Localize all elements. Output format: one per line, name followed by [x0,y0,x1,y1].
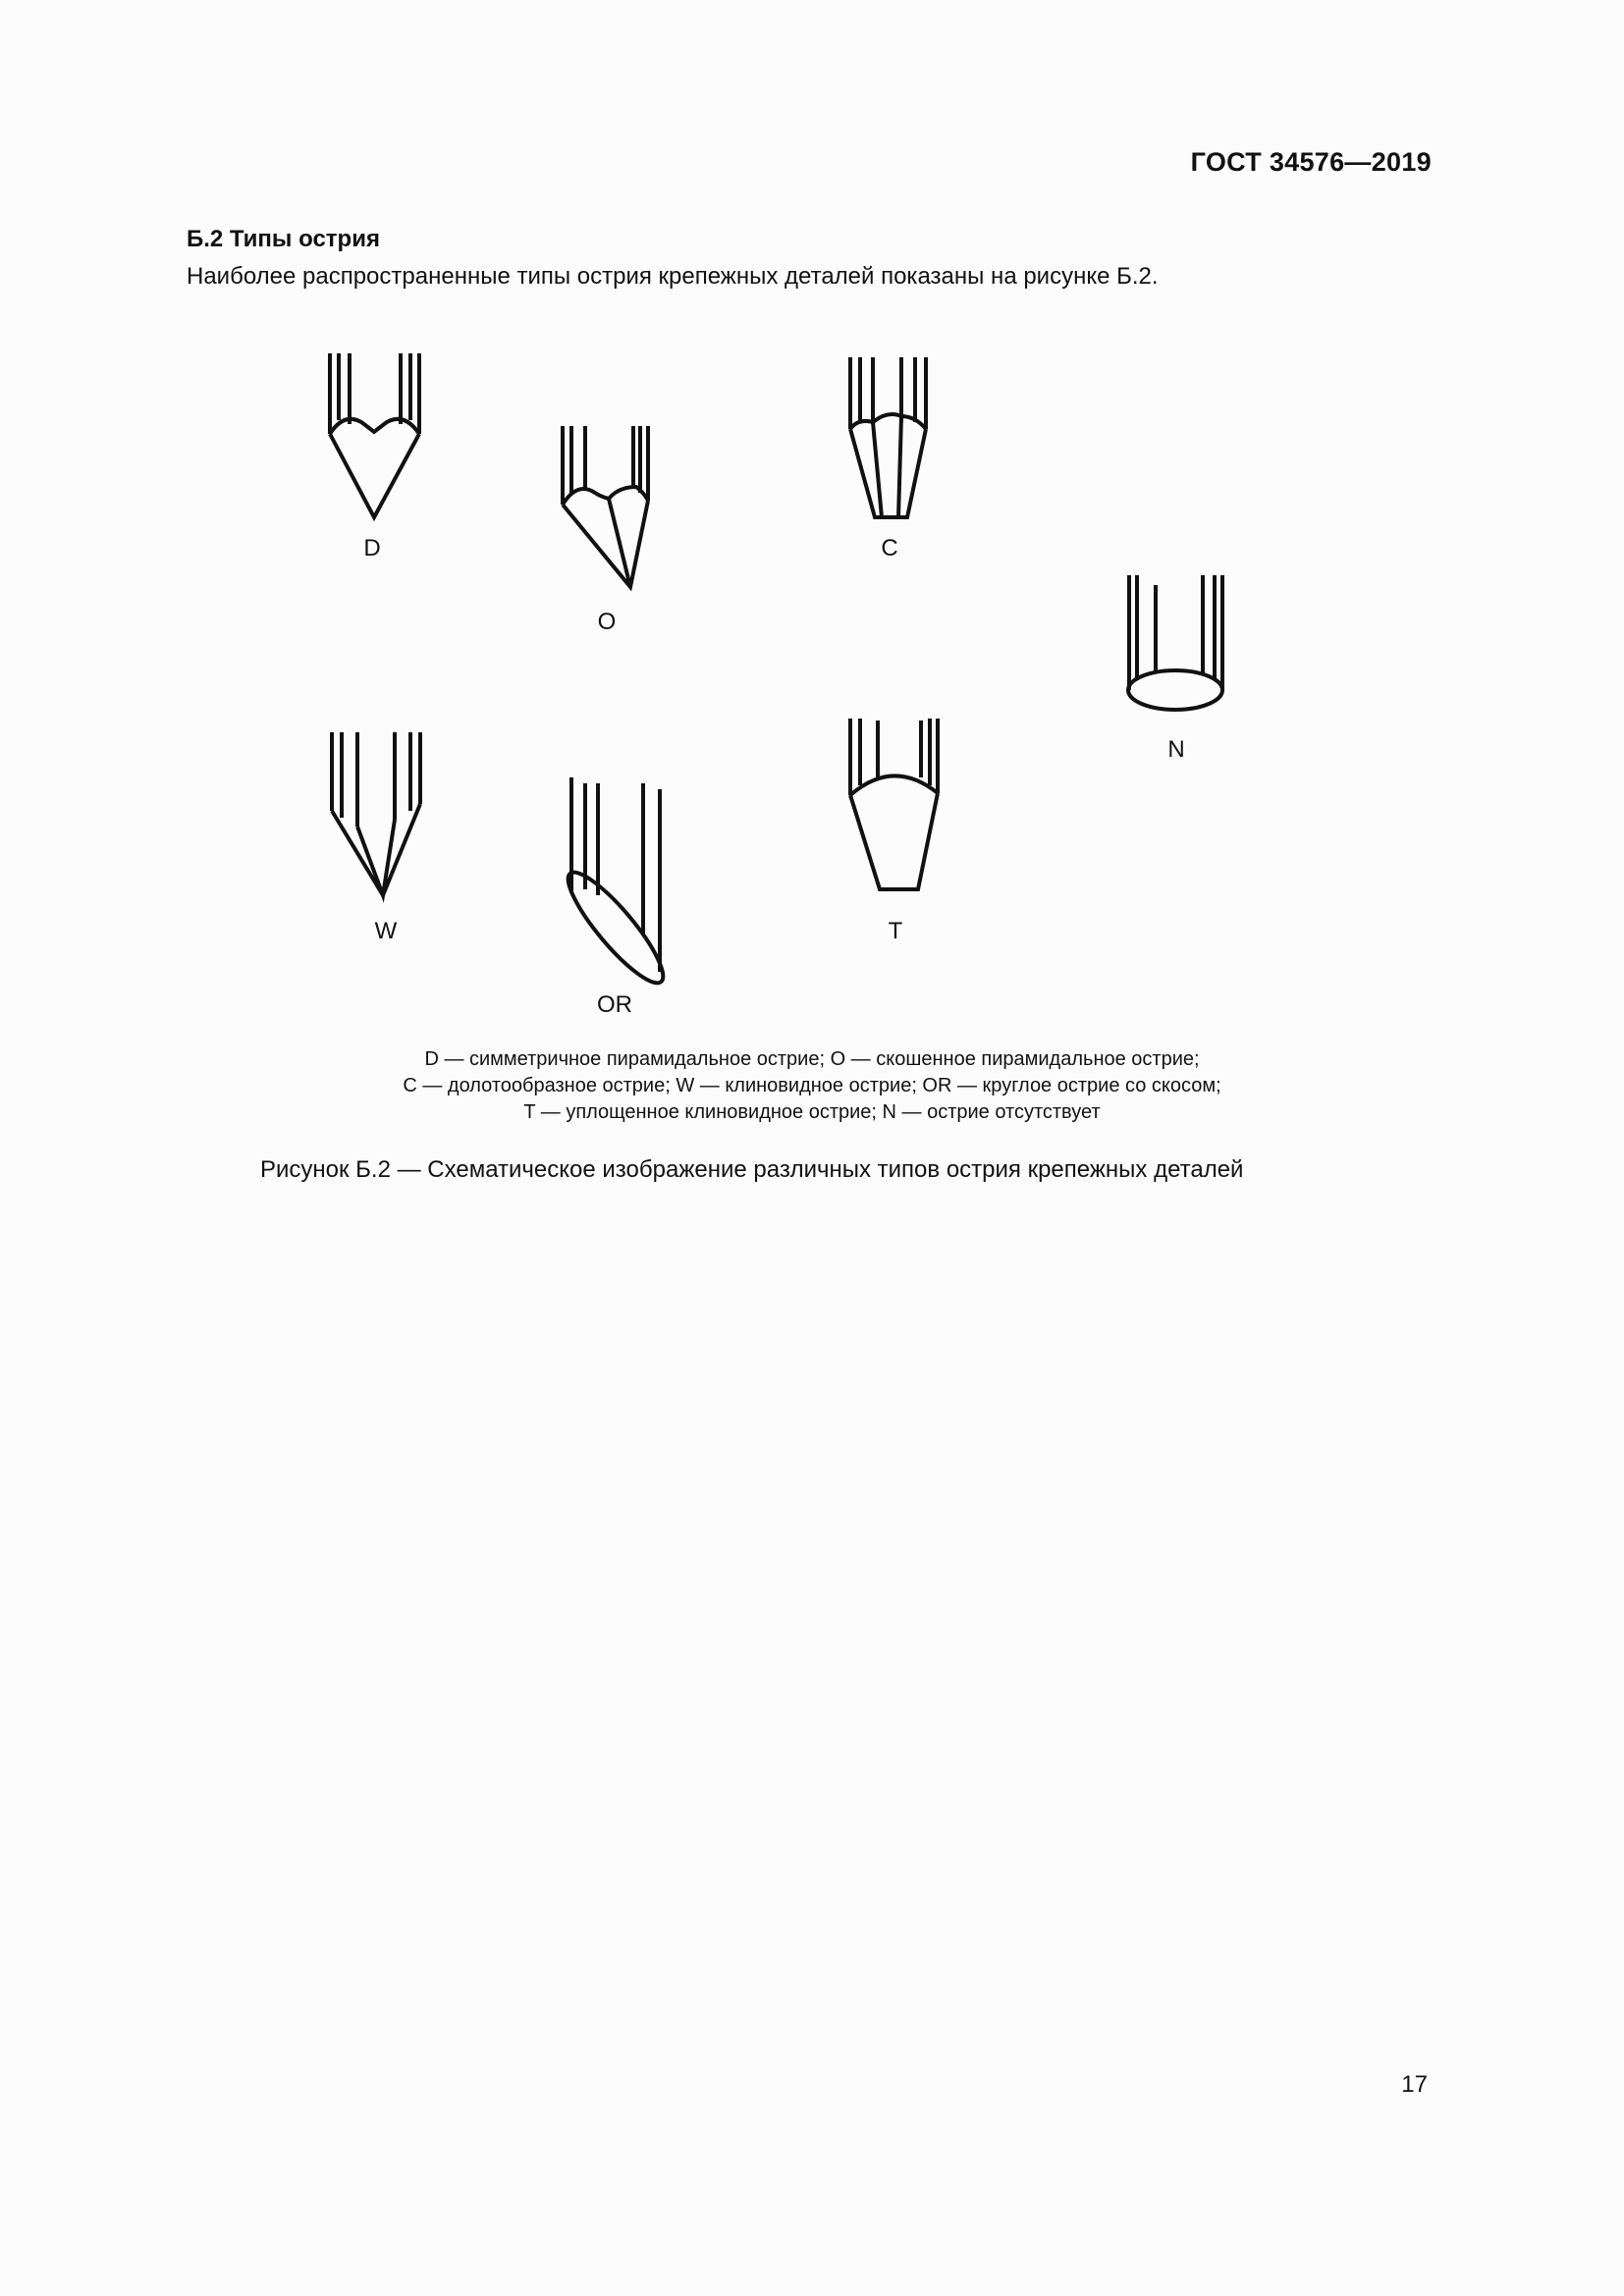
point-label-n: N [1167,736,1185,763]
section-title: Б.2 Типы острия [187,226,380,252]
figure-caption: Рисунок Б.2 — Схематическое изображение различных типов острия крепежных деталей [260,1156,1244,1183]
point-label-o: O [597,609,617,635]
chisel-point-icon [850,357,926,517]
no-point-icon [1128,575,1222,710]
figure-legend [403,1046,1220,1126]
point-label-c: C [881,535,898,561]
flattened-wedge-point-icon [850,719,938,889]
point-label-d: D [363,535,381,561]
round-bevel-point-icon [557,777,675,993]
symmetric-pyramid-point-icon [330,353,419,517]
wedge-point-icon [332,732,420,895]
standard-number: ГОСТ 34576—2019 [1190,147,1432,177]
section-intro: Наиболее распространенные типы острия крепежных деталей показаны на рисунке Б.2. [187,263,1159,290]
page-number: 17 [1401,2071,1428,2098]
point-label-or: OR [597,991,632,1018]
legend-line: C — долотообразное острие; W — клиновидное острие; OR — круглое острие со скосом; [403,1075,1221,1096]
legend-line: T — уплощенное клиновидное острие; N — острие отсутствует [523,1101,1101,1123]
point-label-w: W [374,918,398,944]
point-label-t: T [888,918,903,944]
oblique-pyramid-point-icon [563,426,648,587]
legend-line: D — симметричное пирамидальное острие; O — скошенное пирамидальное острие; [424,1048,1200,1070]
